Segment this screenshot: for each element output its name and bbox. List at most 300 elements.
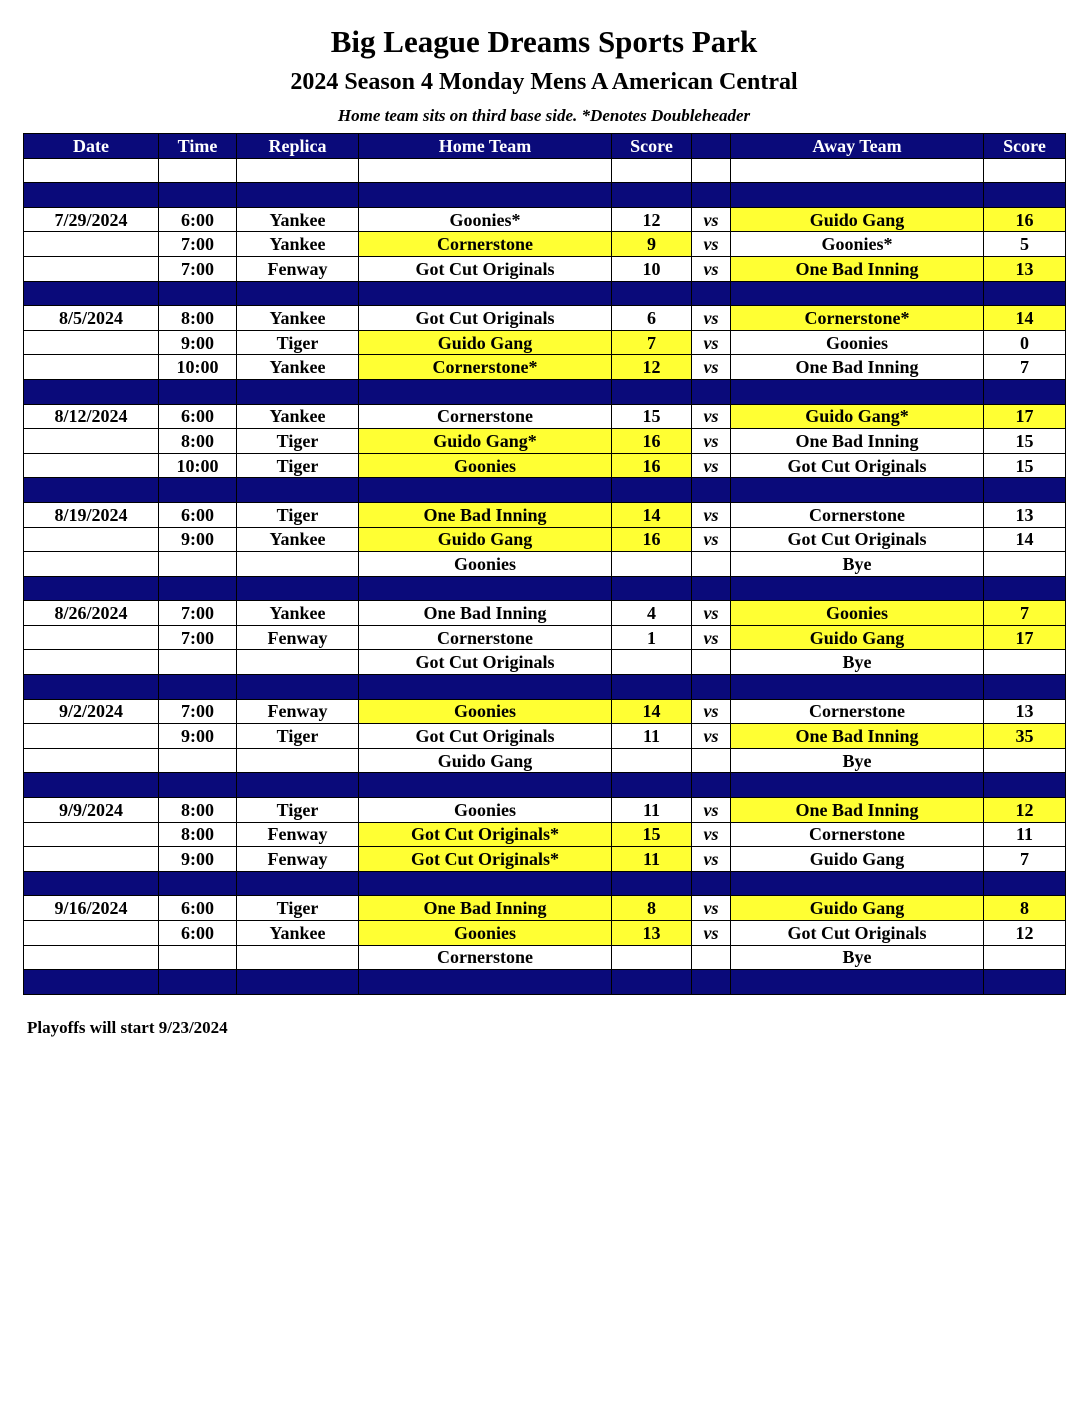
home-team bbox=[359, 871, 612, 896]
away-score bbox=[984, 478, 1066, 503]
away-score: 16 bbox=[984, 207, 1066, 232]
game-row bbox=[24, 355, 1066, 380]
field-replica bbox=[237, 945, 359, 970]
field-replica: Yankee bbox=[237, 527, 359, 552]
away-team: One Bad Inning bbox=[731, 355, 984, 380]
bye-row bbox=[24, 552, 1066, 577]
game-row bbox=[24, 921, 1066, 946]
home-score: 13 bbox=[612, 921, 692, 946]
game-date bbox=[24, 281, 159, 306]
home-team: Goonies bbox=[359, 552, 612, 577]
away-score: 13 bbox=[984, 502, 1066, 527]
game-row bbox=[24, 256, 1066, 281]
field-replica bbox=[237, 281, 359, 306]
game-time: 9:00 bbox=[159, 527, 237, 552]
home-score bbox=[612, 158, 692, 183]
game-time: 9:00 bbox=[159, 724, 237, 749]
home-team: Cornerstone bbox=[359, 945, 612, 970]
away-score: 8 bbox=[984, 896, 1066, 921]
field-replica: Fenway bbox=[237, 847, 359, 872]
game-row bbox=[24, 453, 1066, 478]
field-replica: Yankee bbox=[237, 207, 359, 232]
game-date bbox=[24, 453, 159, 478]
away-score bbox=[984, 379, 1066, 404]
home-score: 14 bbox=[612, 502, 692, 527]
game-row bbox=[24, 527, 1066, 552]
away-team: Guido Gang bbox=[731, 847, 984, 872]
game-date: 9/2/2024 bbox=[24, 699, 159, 724]
vs-label: vs bbox=[692, 306, 731, 331]
home-score: 16 bbox=[612, 453, 692, 478]
game-time bbox=[159, 773, 237, 798]
vs-label bbox=[692, 871, 731, 896]
vs-label: vs bbox=[692, 232, 731, 257]
game-date bbox=[24, 232, 159, 257]
field-replica bbox=[237, 183, 359, 208]
home-score: 15 bbox=[612, 822, 692, 847]
game-date bbox=[24, 748, 159, 773]
game-date bbox=[24, 183, 159, 208]
home-team: Got Cut Originals* bbox=[359, 847, 612, 872]
home-team: Cornerstone bbox=[359, 625, 612, 650]
away-score: 7 bbox=[984, 355, 1066, 380]
game-row bbox=[24, 822, 1066, 847]
away-team: Cornerstone* bbox=[731, 306, 984, 331]
column-header-time: Time bbox=[159, 134, 237, 159]
home-score bbox=[612, 970, 692, 995]
game-date bbox=[24, 478, 159, 503]
vs-label bbox=[692, 945, 731, 970]
game-date bbox=[24, 773, 159, 798]
away-team: Goonies bbox=[731, 601, 984, 626]
table-header-row bbox=[24, 134, 1066, 159]
home-team bbox=[359, 158, 612, 183]
away-score: 14 bbox=[984, 306, 1066, 331]
away-team: Guido Gang* bbox=[731, 404, 984, 429]
game-time: 6:00 bbox=[159, 921, 237, 946]
home-team: Cornerstone bbox=[359, 404, 612, 429]
away-score: 14 bbox=[984, 527, 1066, 552]
home-team: Got Cut Originals bbox=[359, 256, 612, 281]
away-score: 5 bbox=[984, 232, 1066, 257]
vs-label: vs bbox=[692, 453, 731, 478]
home-score: 8 bbox=[612, 896, 692, 921]
blank-row bbox=[24, 158, 1066, 183]
home-score: 11 bbox=[612, 724, 692, 749]
home-team: One Bad Inning bbox=[359, 502, 612, 527]
home-team bbox=[359, 379, 612, 404]
game-row bbox=[24, 232, 1066, 257]
separator-row bbox=[24, 576, 1066, 601]
field-replica: Yankee bbox=[237, 355, 359, 380]
away-score bbox=[984, 158, 1066, 183]
vs-label: vs bbox=[692, 429, 731, 454]
vs-label: vs bbox=[692, 207, 731, 232]
vs-label bbox=[692, 650, 731, 675]
game-time bbox=[159, 552, 237, 577]
away-score bbox=[984, 281, 1066, 306]
field-replica bbox=[237, 478, 359, 503]
home-team bbox=[359, 478, 612, 503]
field-replica: Fenway bbox=[237, 625, 359, 650]
vs-label bbox=[692, 576, 731, 601]
vs-label bbox=[692, 970, 731, 995]
away-team: Cornerstone bbox=[731, 502, 984, 527]
away-score bbox=[984, 675, 1066, 700]
game-row bbox=[24, 429, 1066, 454]
home-score: 11 bbox=[612, 798, 692, 823]
vs-label: vs bbox=[692, 822, 731, 847]
game-time bbox=[159, 158, 237, 183]
game-time: 7:00 bbox=[159, 699, 237, 724]
game-row bbox=[24, 502, 1066, 527]
away-score: 15 bbox=[984, 453, 1066, 478]
field-replica bbox=[237, 552, 359, 577]
game-date bbox=[24, 625, 159, 650]
home-score bbox=[612, 379, 692, 404]
vs-label bbox=[692, 281, 731, 306]
home-score: 10 bbox=[612, 256, 692, 281]
home-team bbox=[359, 576, 612, 601]
vs-label bbox=[692, 478, 731, 503]
away-team bbox=[731, 970, 984, 995]
away-team bbox=[731, 281, 984, 306]
game-date: 8/19/2024 bbox=[24, 502, 159, 527]
game-time: 8:00 bbox=[159, 429, 237, 454]
bye-row bbox=[24, 748, 1066, 773]
field-replica bbox=[237, 970, 359, 995]
home-team bbox=[359, 970, 612, 995]
game-row bbox=[24, 330, 1066, 355]
column-header-home-score: Score bbox=[612, 134, 692, 159]
game-time bbox=[159, 379, 237, 404]
home-score bbox=[612, 576, 692, 601]
away-score bbox=[984, 748, 1066, 773]
field-replica: Fenway bbox=[237, 699, 359, 724]
separator-row bbox=[24, 773, 1066, 798]
away-team: Bye bbox=[731, 552, 984, 577]
game-time: 7:00 bbox=[159, 601, 237, 626]
home-team: Got Cut Originals bbox=[359, 724, 612, 749]
game-time bbox=[159, 650, 237, 675]
home-score bbox=[612, 773, 692, 798]
schedule-table bbox=[23, 133, 1066, 995]
game-date bbox=[24, 945, 159, 970]
home-score bbox=[612, 871, 692, 896]
away-score bbox=[984, 945, 1066, 970]
away-team: Guido Gang bbox=[731, 207, 984, 232]
game-row bbox=[24, 601, 1066, 626]
away-team bbox=[731, 158, 984, 183]
game-time: 6:00 bbox=[159, 207, 237, 232]
home-team: One Bad Inning bbox=[359, 601, 612, 626]
vs-label: vs bbox=[692, 601, 731, 626]
field-replica: Yankee bbox=[237, 921, 359, 946]
bye-row bbox=[24, 650, 1066, 675]
game-time: 7:00 bbox=[159, 625, 237, 650]
game-time: 10:00 bbox=[159, 355, 237, 380]
vs-label bbox=[692, 748, 731, 773]
field-replica bbox=[237, 871, 359, 896]
column-header-away-score: Score bbox=[984, 134, 1066, 159]
away-score: 0 bbox=[984, 330, 1066, 355]
game-date bbox=[24, 256, 159, 281]
away-score bbox=[984, 970, 1066, 995]
game-time bbox=[159, 871, 237, 896]
field-replica: Tiger bbox=[237, 429, 359, 454]
column-header-home-team: Home Team bbox=[359, 134, 612, 159]
home-team: Guido Gang bbox=[359, 748, 612, 773]
game-row bbox=[24, 896, 1066, 921]
field-replica bbox=[237, 675, 359, 700]
game-row bbox=[24, 724, 1066, 749]
away-team: Got Cut Originals bbox=[731, 921, 984, 946]
game-date bbox=[24, 552, 159, 577]
home-score: 7 bbox=[612, 330, 692, 355]
game-date bbox=[24, 822, 159, 847]
away-team: Guido Gang bbox=[731, 896, 984, 921]
away-score: 12 bbox=[984, 798, 1066, 823]
game-row bbox=[24, 625, 1066, 650]
game-time: 9:00 bbox=[159, 847, 237, 872]
field-replica: Tiger bbox=[237, 502, 359, 527]
home-score: 6 bbox=[612, 306, 692, 331]
separator-row bbox=[24, 970, 1066, 995]
field-replica: Yankee bbox=[237, 404, 359, 429]
away-score: 15 bbox=[984, 429, 1066, 454]
vs-label: vs bbox=[692, 847, 731, 872]
home-team bbox=[359, 773, 612, 798]
game-time bbox=[159, 183, 237, 208]
home-score: 11 bbox=[612, 847, 692, 872]
away-team: Cornerstone bbox=[731, 822, 984, 847]
home-score bbox=[612, 650, 692, 675]
field-replica: Yankee bbox=[237, 306, 359, 331]
separator-row bbox=[24, 281, 1066, 306]
game-date bbox=[24, 355, 159, 380]
away-team: One Bad Inning bbox=[731, 256, 984, 281]
schedule-body bbox=[24, 158, 1066, 994]
away-score bbox=[984, 650, 1066, 675]
game-time: 9:00 bbox=[159, 330, 237, 355]
game-date bbox=[24, 970, 159, 995]
game-date: 8/26/2024 bbox=[24, 601, 159, 626]
game-time bbox=[159, 675, 237, 700]
game-time: 6:00 bbox=[159, 896, 237, 921]
home-team: Goonies bbox=[359, 921, 612, 946]
bye-row bbox=[24, 945, 1066, 970]
away-score bbox=[984, 871, 1066, 896]
home-team: Got Cut Originals bbox=[359, 306, 612, 331]
home-score: 9 bbox=[612, 232, 692, 257]
away-team: Guido Gang bbox=[731, 625, 984, 650]
vs-label: vs bbox=[692, 502, 731, 527]
home-score bbox=[612, 281, 692, 306]
game-date bbox=[24, 847, 159, 872]
home-score: 12 bbox=[612, 207, 692, 232]
game-time: 8:00 bbox=[159, 306, 237, 331]
field-replica bbox=[237, 773, 359, 798]
page-title: Big League Dreams Sports Park bbox=[330, 24, 758, 59]
away-score bbox=[984, 576, 1066, 601]
vs-label: vs bbox=[692, 256, 731, 281]
game-date: 9/9/2024 bbox=[24, 798, 159, 823]
away-team bbox=[731, 576, 984, 601]
field-replica bbox=[237, 158, 359, 183]
home-score bbox=[612, 675, 692, 700]
home-team bbox=[359, 281, 612, 306]
game-date bbox=[24, 675, 159, 700]
game-row bbox=[24, 404, 1066, 429]
home-team: Goonies bbox=[359, 798, 612, 823]
game-time: 8:00 bbox=[159, 822, 237, 847]
vs-label bbox=[692, 379, 731, 404]
game-time bbox=[159, 281, 237, 306]
separator-row bbox=[24, 379, 1066, 404]
home-team: One Bad Inning bbox=[359, 896, 612, 921]
field-replica: Tiger bbox=[237, 896, 359, 921]
away-score: 7 bbox=[984, 601, 1066, 626]
game-date: 8/12/2024 bbox=[24, 404, 159, 429]
home-score: 1 bbox=[612, 625, 692, 650]
away-team bbox=[731, 871, 984, 896]
vs-label: vs bbox=[692, 896, 731, 921]
vs-label: vs bbox=[692, 921, 731, 946]
game-row bbox=[24, 306, 1066, 331]
game-date bbox=[24, 576, 159, 601]
away-team: Bye bbox=[731, 945, 984, 970]
home-team: Got Cut Originals* bbox=[359, 822, 612, 847]
away-team bbox=[731, 478, 984, 503]
away-team: Bye bbox=[731, 650, 984, 675]
vs-label: vs bbox=[692, 404, 731, 429]
column-header-vs bbox=[692, 134, 731, 159]
home-score bbox=[612, 183, 692, 208]
vs-label bbox=[692, 773, 731, 798]
vs-label bbox=[692, 675, 731, 700]
game-date: 9/16/2024 bbox=[24, 896, 159, 921]
home-team: Guido Gang bbox=[359, 527, 612, 552]
game-date: 8/5/2024 bbox=[24, 306, 159, 331]
home-team: Got Cut Originals bbox=[359, 650, 612, 675]
playoffs-note: Playoffs will start 9/23/2024 bbox=[27, 1018, 228, 1037]
game-time: 6:00 bbox=[159, 502, 237, 527]
game-date bbox=[24, 429, 159, 454]
away-team: Goonies bbox=[731, 330, 984, 355]
vs-label: vs bbox=[692, 330, 731, 355]
field-replica: Tiger bbox=[237, 330, 359, 355]
home-score bbox=[612, 552, 692, 577]
away-team: Got Cut Originals bbox=[731, 527, 984, 552]
column-header-replica: Replica bbox=[237, 134, 359, 159]
home-score bbox=[612, 748, 692, 773]
vs-label: vs bbox=[692, 527, 731, 552]
away-score bbox=[984, 552, 1066, 577]
field-replica: Tiger bbox=[237, 724, 359, 749]
home-score: 15 bbox=[612, 404, 692, 429]
vs-label: vs bbox=[692, 625, 731, 650]
home-team: Guido Gang bbox=[359, 330, 612, 355]
home-score: 4 bbox=[612, 601, 692, 626]
game-time bbox=[159, 576, 237, 601]
field-replica: Tiger bbox=[237, 453, 359, 478]
away-team bbox=[731, 675, 984, 700]
home-team: Cornerstone* bbox=[359, 355, 612, 380]
home-team bbox=[359, 183, 612, 208]
game-date: 7/29/2024 bbox=[24, 207, 159, 232]
away-score: 17 bbox=[984, 625, 1066, 650]
away-team: Cornerstone bbox=[731, 699, 984, 724]
away-score: 17 bbox=[984, 404, 1066, 429]
game-time: 10:00 bbox=[159, 453, 237, 478]
game-row bbox=[24, 847, 1066, 872]
column-header-away-team: Away Team bbox=[731, 134, 984, 159]
away-team: Goonies* bbox=[731, 232, 984, 257]
game-time bbox=[159, 748, 237, 773]
game-time bbox=[159, 945, 237, 970]
game-date bbox=[24, 921, 159, 946]
field-replica bbox=[237, 379, 359, 404]
separator-row bbox=[24, 871, 1066, 896]
field-replica: Yankee bbox=[237, 232, 359, 257]
away-team: Got Cut Originals bbox=[731, 453, 984, 478]
page-subtitle: 2024 Season 4 Monday Mens A American Central bbox=[290, 69, 798, 95]
away-team: One Bad Inning bbox=[731, 429, 984, 454]
field-replica: Fenway bbox=[237, 822, 359, 847]
game-time: 7:00 bbox=[159, 232, 237, 257]
game-date bbox=[24, 527, 159, 552]
home-team: Cornerstone bbox=[359, 232, 612, 257]
away-score: 13 bbox=[984, 699, 1066, 724]
game-row bbox=[24, 207, 1066, 232]
field-replica: Yankee bbox=[237, 601, 359, 626]
vs-label: vs bbox=[692, 699, 731, 724]
home-score bbox=[612, 945, 692, 970]
game-date bbox=[24, 158, 159, 183]
field-replica bbox=[237, 650, 359, 675]
field-replica bbox=[237, 748, 359, 773]
home-team bbox=[359, 675, 612, 700]
vs-label: vs bbox=[692, 724, 731, 749]
away-score: 7 bbox=[984, 847, 1066, 872]
vs-label bbox=[692, 183, 731, 208]
away-team: One Bad Inning bbox=[731, 724, 984, 749]
away-team bbox=[731, 773, 984, 798]
away-team: Bye bbox=[731, 748, 984, 773]
home-team: Goonies bbox=[359, 453, 612, 478]
field-replica bbox=[237, 576, 359, 601]
game-row bbox=[24, 798, 1066, 823]
away-team bbox=[731, 379, 984, 404]
away-score bbox=[984, 183, 1066, 208]
home-score: 12 bbox=[612, 355, 692, 380]
home-score: 16 bbox=[612, 429, 692, 454]
game-time bbox=[159, 478, 237, 503]
home-team: Goonies* bbox=[359, 207, 612, 232]
vs-label bbox=[692, 552, 731, 577]
game-date bbox=[24, 379, 159, 404]
separator-row bbox=[24, 675, 1066, 700]
away-score: 12 bbox=[984, 921, 1066, 946]
game-date bbox=[24, 871, 159, 896]
away-score: 11 bbox=[984, 822, 1066, 847]
separator-row bbox=[24, 183, 1066, 208]
field-replica: Fenway bbox=[237, 256, 359, 281]
game-row bbox=[24, 699, 1066, 724]
game-date bbox=[24, 330, 159, 355]
game-time: 7:00 bbox=[159, 256, 237, 281]
away-score bbox=[984, 773, 1066, 798]
